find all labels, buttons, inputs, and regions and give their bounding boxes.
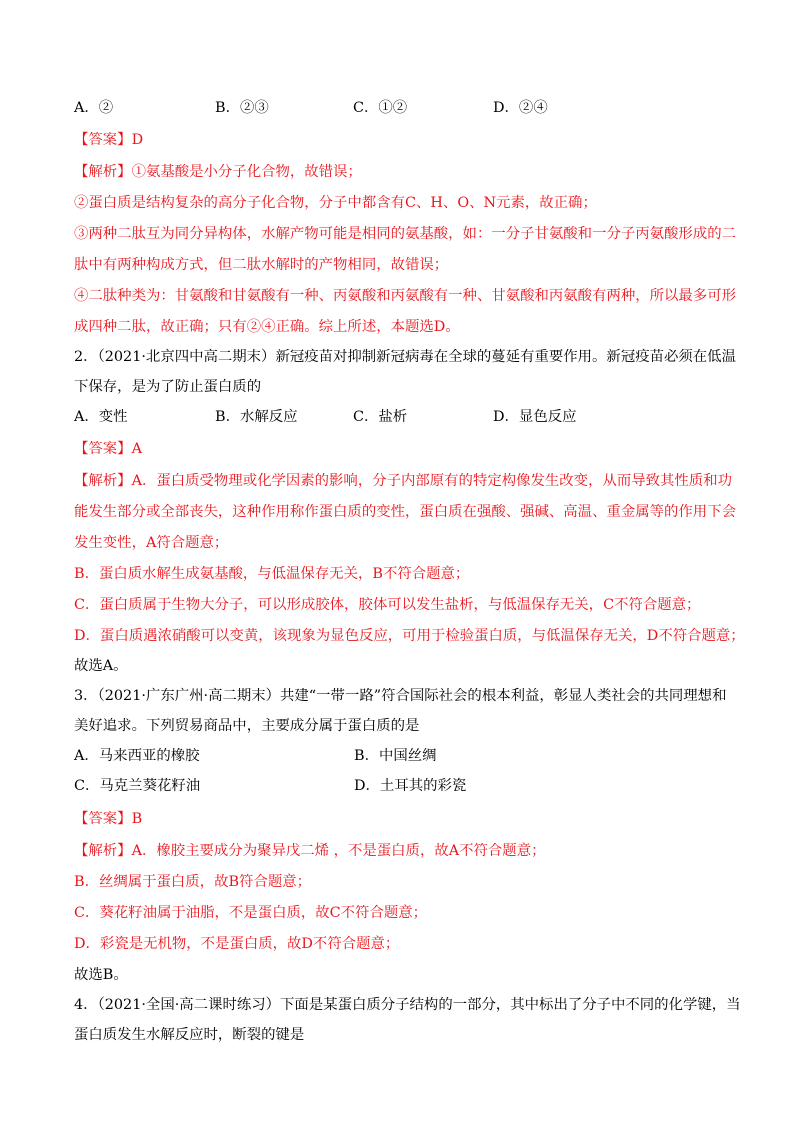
q1-analysis-line: 肽中有两种构成方式，但二肽水解时的产物相同，故错误； — [74, 257, 449, 273]
q2-analysis-line: 【解析】A．蛋白质受物理或化学因素的影响，分子内部原有的特定构像发生改变，从而导致其性质和功 — [74, 473, 732, 489]
q4-stem-line: 蛋白质发生水解反应时，断裂的键是 — [74, 1027, 305, 1043]
q3-analysis-line: D．彩瓷是无机物，不是蛋白质，故D不符合题意； — [74, 936, 400, 952]
q1-analysis-line: 成四种二肽，故正确；只有②④正确。综上所述，本题选D。 — [74, 319, 460, 335]
q3-stem-line: 3．（2021·广东广州·高二期末）共建“一带一路”符合国际社会的根本利益，彰显人类社会的共同理想和 — [74, 688, 727, 704]
q2-analysis-line: 能发生部分或全部丧失，这种作用称作蛋白质的变性，蛋白质在强酸、强碱、高温、重金属等的作用下会 — [74, 504, 736, 520]
q1-option-c: C．①② — [353, 100, 408, 116]
q1-option-b: B．②③ — [215, 100, 269, 116]
q2-analysis-line: C．蛋白质属于生物大分子，可以形成胶体，胶体可以发生盐析，与低温保存无关，C不符合题意； — [74, 597, 701, 613]
q2-stem-line: 2．（2021·北京四中高二期末）新冠疫苗对抑制新冠病毒在全球的蔓延有重要作用。新冠疫苗必须在低温 — [74, 349, 736, 365]
q2-conclusion: 故选A。 — [74, 658, 128, 674]
q1-option-d: D．②④ — [493, 100, 548, 116]
q2-analysis-line: 发生变性，A符合题意； — [74, 535, 229, 551]
q2-answer: 【答案】A — [74, 441, 142, 457]
q1-answer: 【答案】D — [74, 132, 144, 148]
q3-option-d: D．土耳其的彩瓷 — [354, 778, 467, 794]
q3-conclusion: 故选B。 — [74, 967, 128, 983]
q2-analysis-line: D．蛋白质遇浓硝酸可以变黄，该现象为显色反应，可用于检验蛋白质，与低温保存无关，D不符合题意； — [74, 628, 745, 644]
q2-option-d: D．显色反应 — [493, 409, 577, 425]
q1-analysis-line: ③两种二肽互为同分异构体，水解产物可能是相同的氨基酸，如：一分子甘氨酸和一分子丙氨酸形成的二 — [74, 226, 736, 242]
q4-stem-line: 4．（2021·全国·高二课时练习）下面是某蛋白质分子结构的一部分，其中标出了分子中不同的化学键，当 — [74, 997, 741, 1013]
q2-option-a: A．变性 — [74, 409, 128, 425]
q2-analysis-line: B．蛋白质水解生成氨基酸，与低温保存无关，B不符合题意； — [74, 566, 470, 582]
q2-stem-line: 下保存，是为了防止蛋白质的 — [74, 379, 262, 395]
q2-option-c: C．盐析 — [353, 409, 408, 425]
q2-option-b: B．水解反应 — [215, 409, 298, 425]
q3-stem-line: 美好追求。下列贸易商品中，主要成分属于蛋白质的是 — [74, 718, 420, 734]
q1-analysis-line: ④二肽种类为：甘氨酸和甘氨酸有一种、丙氨酸和丙氨酸有一种、甘氨酸和丙氨酸有两种，所以最多可形 — [74, 288, 736, 304]
q3-option-c: C．马克兰葵花籽油 — [74, 778, 201, 794]
q1-analysis-line: 【解析】①氨基酸是小分子化合物，故错误； — [74, 164, 362, 180]
q3-analysis-line: 【解析】A．橡胶主要成分为聚异戊二烯 ，不是蛋白质，故A不符合题意； — [74, 843, 546, 859]
q3-option-b: B．中国丝绸 — [354, 748, 437, 764]
q3-answer: 【答案】B — [74, 811, 143, 827]
q3-option-a: A．马来西亚的橡胶 — [74, 748, 200, 764]
q1-option-a: A．② — [74, 100, 114, 116]
q1-analysis-line: ②蛋白质是结构复杂的高分子化合物，分子中都含有C、H、O、N元素，故正确； — [74, 195, 597, 211]
q3-analysis-line: B．丝绸属于蛋白质，故B符合题意； — [74, 874, 312, 890]
q3-analysis-line: C．葵花籽油属于油脂，不是蛋白质，故C不符合题意； — [74, 905, 428, 921]
